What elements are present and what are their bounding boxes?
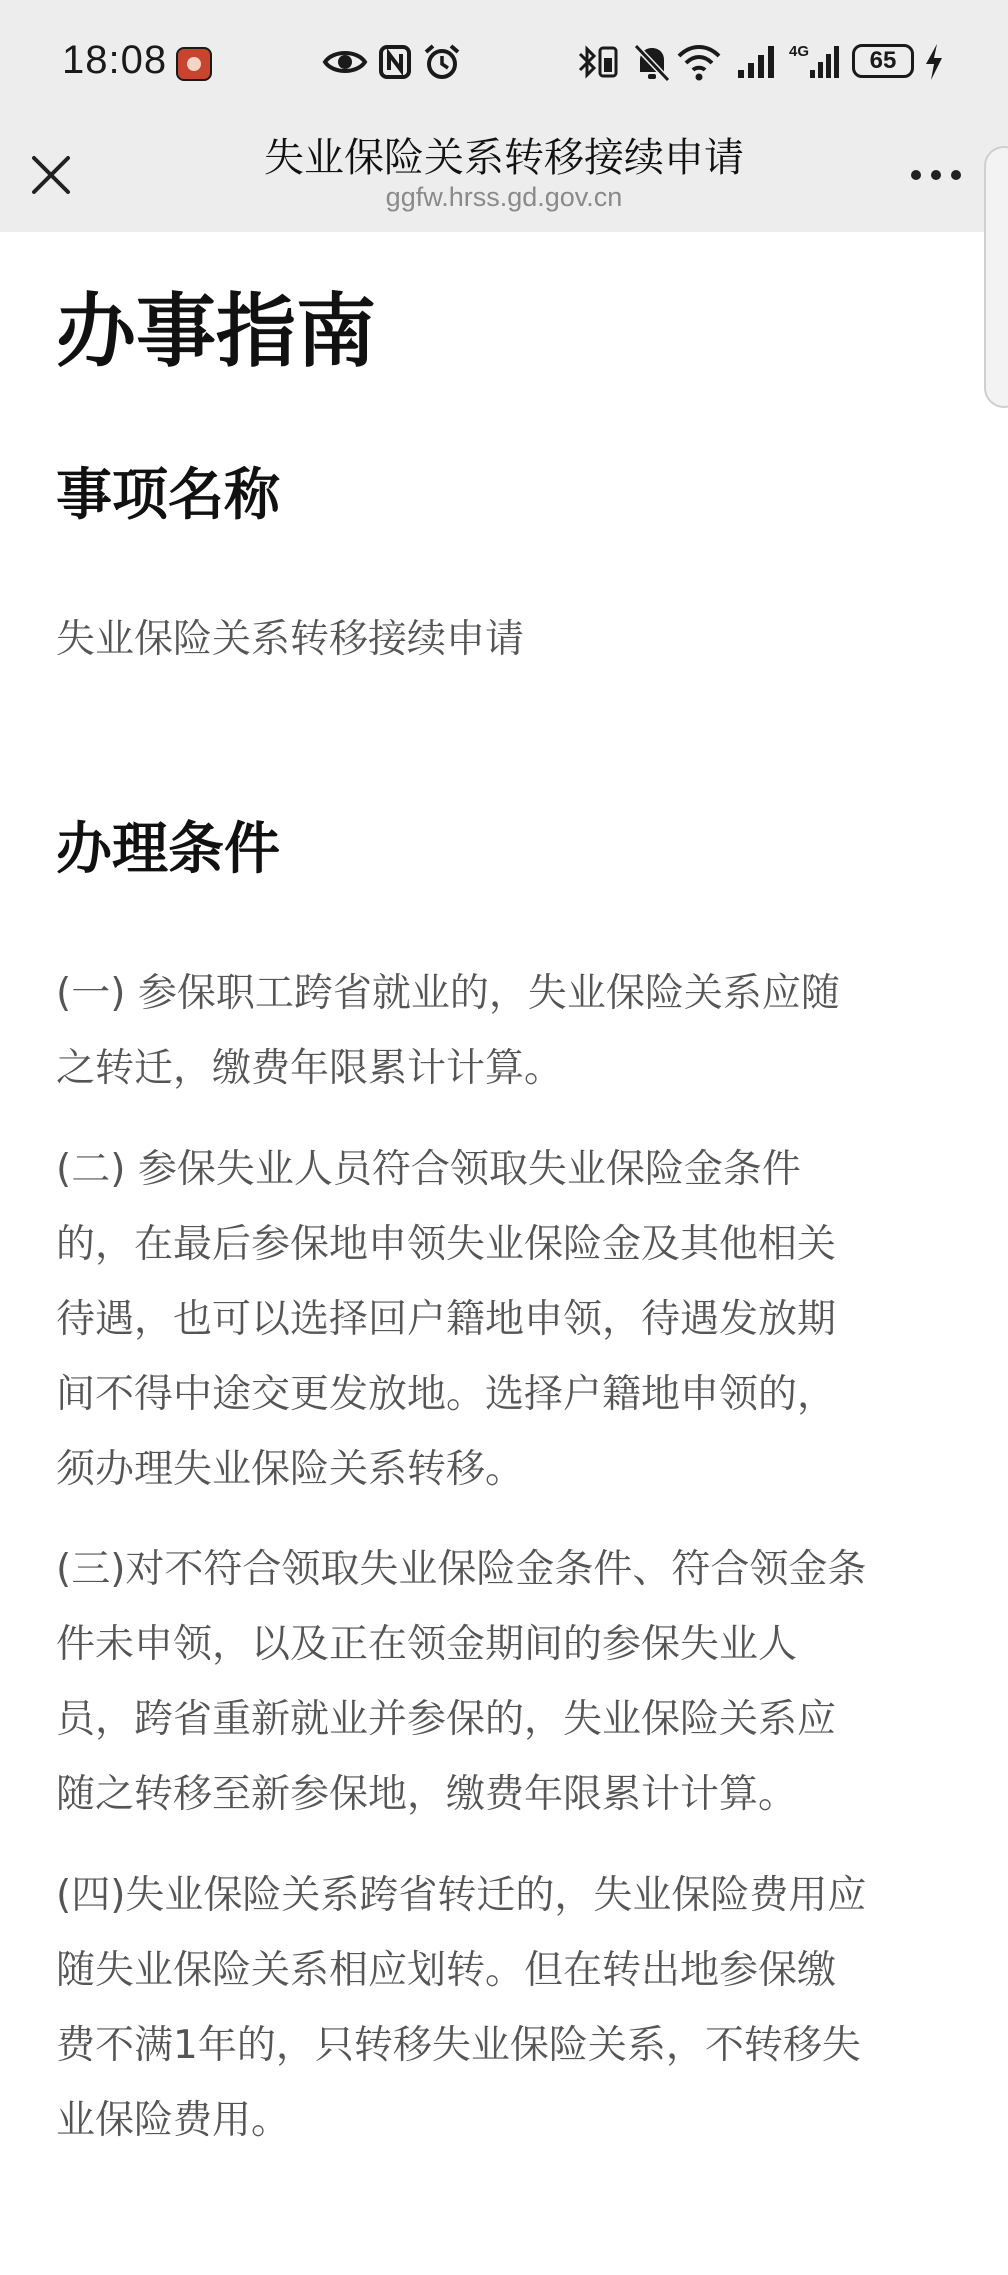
paragraph-line: 之转迁，缴费年限累计计算。: [56, 1046, 564, 1091]
svg-text:4G: 4G: [789, 43, 810, 60]
paragraph-line: 的，在最后参保地申领失业保险金及其他相关: [56, 1222, 837, 1267]
condition-paragraph-2: [56, 1132, 956, 1507]
paragraph-line: 随之转移至新参保地，缴费年限累计计算。: [56, 1772, 798, 1817]
condition-paragraph-3: [56, 1532, 956, 1832]
app-notification-icon: [176, 47, 212, 81]
nfc-icon: [378, 42, 412, 82]
battery-level: 65: [869, 47, 897, 74]
alarm-icon: [422, 42, 462, 82]
section-title-item-name: 事项名称: [56, 463, 280, 528]
title-bar: [0, 120, 1008, 232]
condition-paragraph-4: [56, 1858, 956, 2158]
paragraph-line: 待遇，也可以选择回户籍地申领，待遇发放期: [56, 1297, 837, 1342]
paragraph-line: 员，跨省重新就业并参保的，失业保险关系应: [56, 1697, 837, 1742]
page-heading: 办事指南: [56, 285, 376, 378]
wifi-icon: [676, 40, 722, 84]
status-time: 18:08: [62, 38, 168, 82]
page-url: ggfw.hrss.gd.gov.cn: [385, 182, 623, 212]
item-name-value: 失业保险关系转移接续申请: [56, 617, 525, 662]
paragraph-line: 业保险费用。: [56, 2098, 291, 2143]
mute-icon: [632, 40, 672, 84]
battery-indicator: [852, 44, 914, 78]
paragraph-line: 费不满1年的，只转移失业保险关系，不转移失: [56, 2023, 861, 2068]
paragraph-line: (四)失业保险关系跨省转迁的，失业保险费用应: [56, 1873, 867, 1918]
paragraph-line: 件未申领，以及正在领金期间的参保失业人: [56, 1622, 798, 1667]
paragraph-line: (一) 参保职工跨省就业的，失业保险关系应随: [56, 971, 840, 1016]
paragraph-line: 须办理失业保险关系转移。: [56, 1447, 525, 1492]
eye-icon: [322, 42, 368, 82]
4g-signal-icon: [788, 40, 840, 84]
floating-side-handle[interactable]: [984, 146, 1008, 408]
paragraph-line: 间不得中途交更发放地。选择户籍地申领的，: [56, 1372, 837, 1417]
bluetooth-battery-icon: [574, 40, 622, 84]
page-title: 失业保险关系转移接续申请: [264, 135, 744, 181]
signal-icon: [734, 40, 778, 84]
section-title-conditions: 办理条件: [56, 817, 280, 882]
paragraph-line: 随失业保险关系相应划转。但在转出地参保缴: [56, 1948, 837, 1993]
paragraph-line: (三)对不符合领取失业保险金条件、符合领金条: [56, 1547, 867, 1592]
bolt-icon: [922, 40, 946, 84]
condition-paragraph-1: [56, 956, 956, 1106]
more-icon[interactable]: [904, 152, 968, 198]
status-bar: [0, 0, 1008, 120]
paragraph-line: (二) 参保失业人员符合领取失业保险金条件: [56, 1147, 801, 1192]
